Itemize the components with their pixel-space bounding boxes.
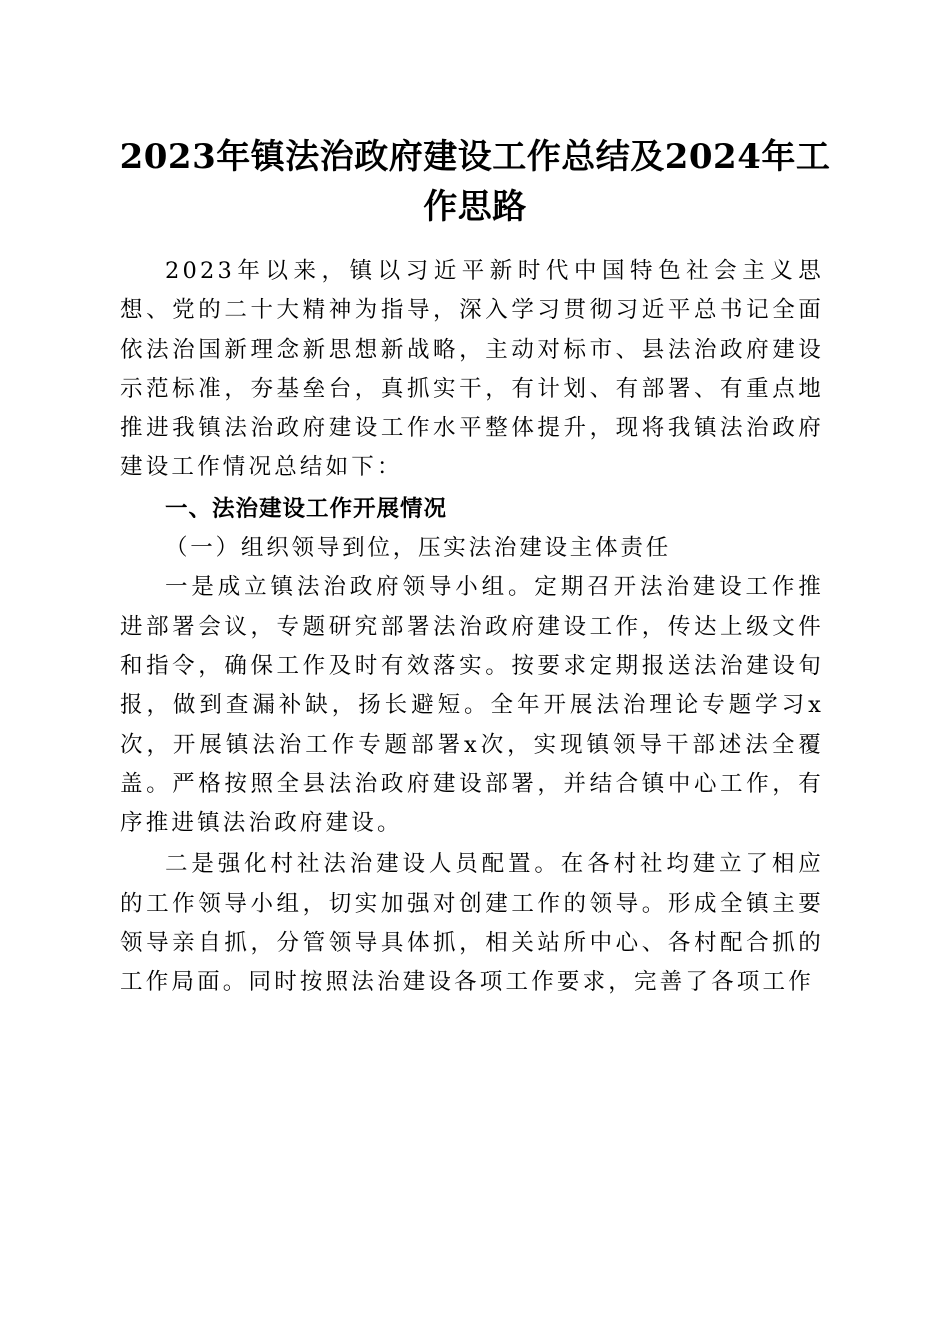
document-body [120,252,824,1003]
subsection-heading: （一）组织领导到位，压实法治建设主体责任 [165,535,672,562]
section-heading: 一、法治建设工作开展情况 [165,495,448,522]
document-title: 2023年镇法治政府建设工作总结及2024年工作思路 [119,137,831,227]
intro-paragraph: 2023年以来，镇以习近平新时代中国特色社会主义思想、党的二十大精神为指导，深入学习贯彻习近平总书记全面依法治国新理念新思想新战略，主动对标市、县法治政府建设示范标准，夯基垒台，真抓实干，有计划、有部署、有重点地推进我镇法治政府建设工作水平整体提升，现将我镇法治政府建设工作情况总结如下： [120,258,824,481]
body-paragraph: 一是成立镇法治政府领导小组。定期召开法治建设工作推进部署会议，专题研究部署法治政府建设工作，传达上级文件和指令，确保工作及时有效落实。按要求定期报送法治建设旬报，做到查漏补缺，扬长避短。全年开展法治理论专题学习x次，开展镇法治工作专题部署x次，实现镇领导干部述法全覆盖。严格按照全县法治政府建设部署，并结合镇中心工作，有序推进镇法治政府建设。 [120,574,824,837]
body-paragraph: 二是强化村社法治建设人员配置。在各村社均建立了相应的工作领导小组，切实加强对创建工作的领导。形成全镇主要领导亲自抓，分管领导具体抓，相关站所中心、各村配合抓的工作局面。同时按照法治建设各项工作要求，完善了各项工作 [120,851,824,996]
